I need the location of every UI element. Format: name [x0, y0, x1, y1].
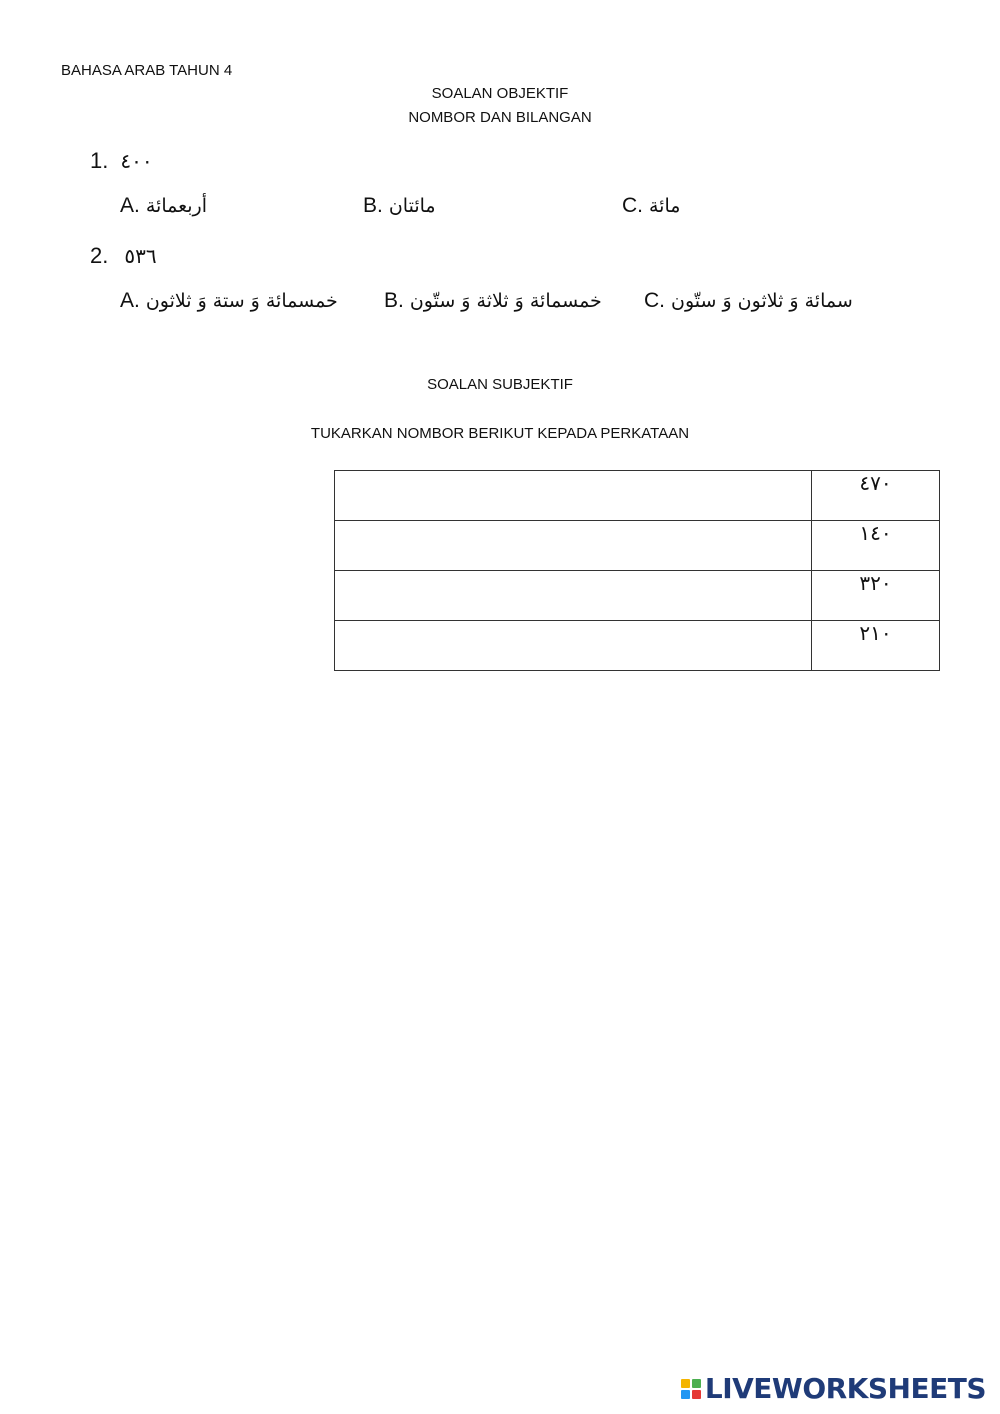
table-row	[335, 471, 940, 521]
option-text: أربعمائة	[145, 195, 207, 217]
answer-field[interactable]	[335, 471, 812, 521]
question-number: 1.	[90, 148, 109, 173]
logo-square	[681, 1390, 690, 1399]
section-title-objective: SOALAN OBJEKTIF	[431, 85, 569, 102]
option-text: خمسمائة وَ ثلاثة وَ ستّون	[409, 290, 602, 312]
option-a[interactable]	[120, 289, 338, 313]
option-b[interactable]	[384, 289, 602, 313]
option-letter: C.	[644, 289, 665, 312]
table-row	[335, 621, 940, 671]
option-letter: B.	[384, 289, 404, 312]
table-row	[335, 571, 940, 621]
logo-square	[692, 1379, 701, 1388]
question-number: 2.	[90, 243, 109, 268]
option-text: مائتان	[388, 195, 436, 217]
answer-field[interactable]	[335, 621, 812, 671]
option-letter: B.	[363, 194, 383, 217]
option-letter: A.	[120, 194, 140, 217]
number-cell: ٤٧٠	[812, 471, 940, 521]
number-cell: ٣٢٠	[812, 571, 940, 621]
question-2	[90, 243, 157, 269]
logo-square	[692, 1390, 701, 1399]
question-1-options	[120, 194, 207, 218]
number-cell: ١٤٠	[812, 521, 940, 571]
question-value: ٥٣٦	[124, 244, 157, 268]
option-a[interactable]	[120, 194, 207, 218]
option-letter: C.	[622, 194, 643, 217]
option-text: مائة	[649, 195, 681, 217]
option-text: سمائة وَ ثلاثون وَ ستّون	[671, 290, 853, 312]
answer-field[interactable]	[335, 521, 812, 571]
liveworksheets-branding[interactable]	[681, 1372, 986, 1405]
topic-title: NOMBOR DAN BILANGAN	[408, 109, 592, 126]
liveworksheets-logo-icon	[681, 1379, 701, 1399]
instruction-text: TUKARKAN NOMBOR BERIKUT KEPADA PERKATAAN	[310, 425, 690, 442]
option-c[interactable]	[622, 194, 680, 218]
section-title-subjective: SOALAN SUBJEKTIF	[427, 376, 573, 393]
answer-field[interactable]	[335, 571, 812, 621]
option-text: خمسمائة وَ ستة وَ ثلاثون	[145, 290, 338, 312]
option-c[interactable]	[644, 289, 853, 313]
option-b[interactable]	[363, 194, 436, 218]
subject-label: BAHASA ARAB TAHUN 4	[61, 62, 233, 79]
answer-table	[334, 470, 940, 671]
question-value: ٤٠٠	[120, 149, 153, 173]
brand-name: LIVEWORKSHEETS	[704, 1372, 986, 1405]
number-cell: ٢١٠	[812, 621, 940, 671]
logo-square	[681, 1379, 690, 1388]
option-letter: A.	[120, 289, 140, 312]
question-1	[90, 148, 153, 174]
table-row	[335, 521, 940, 571]
